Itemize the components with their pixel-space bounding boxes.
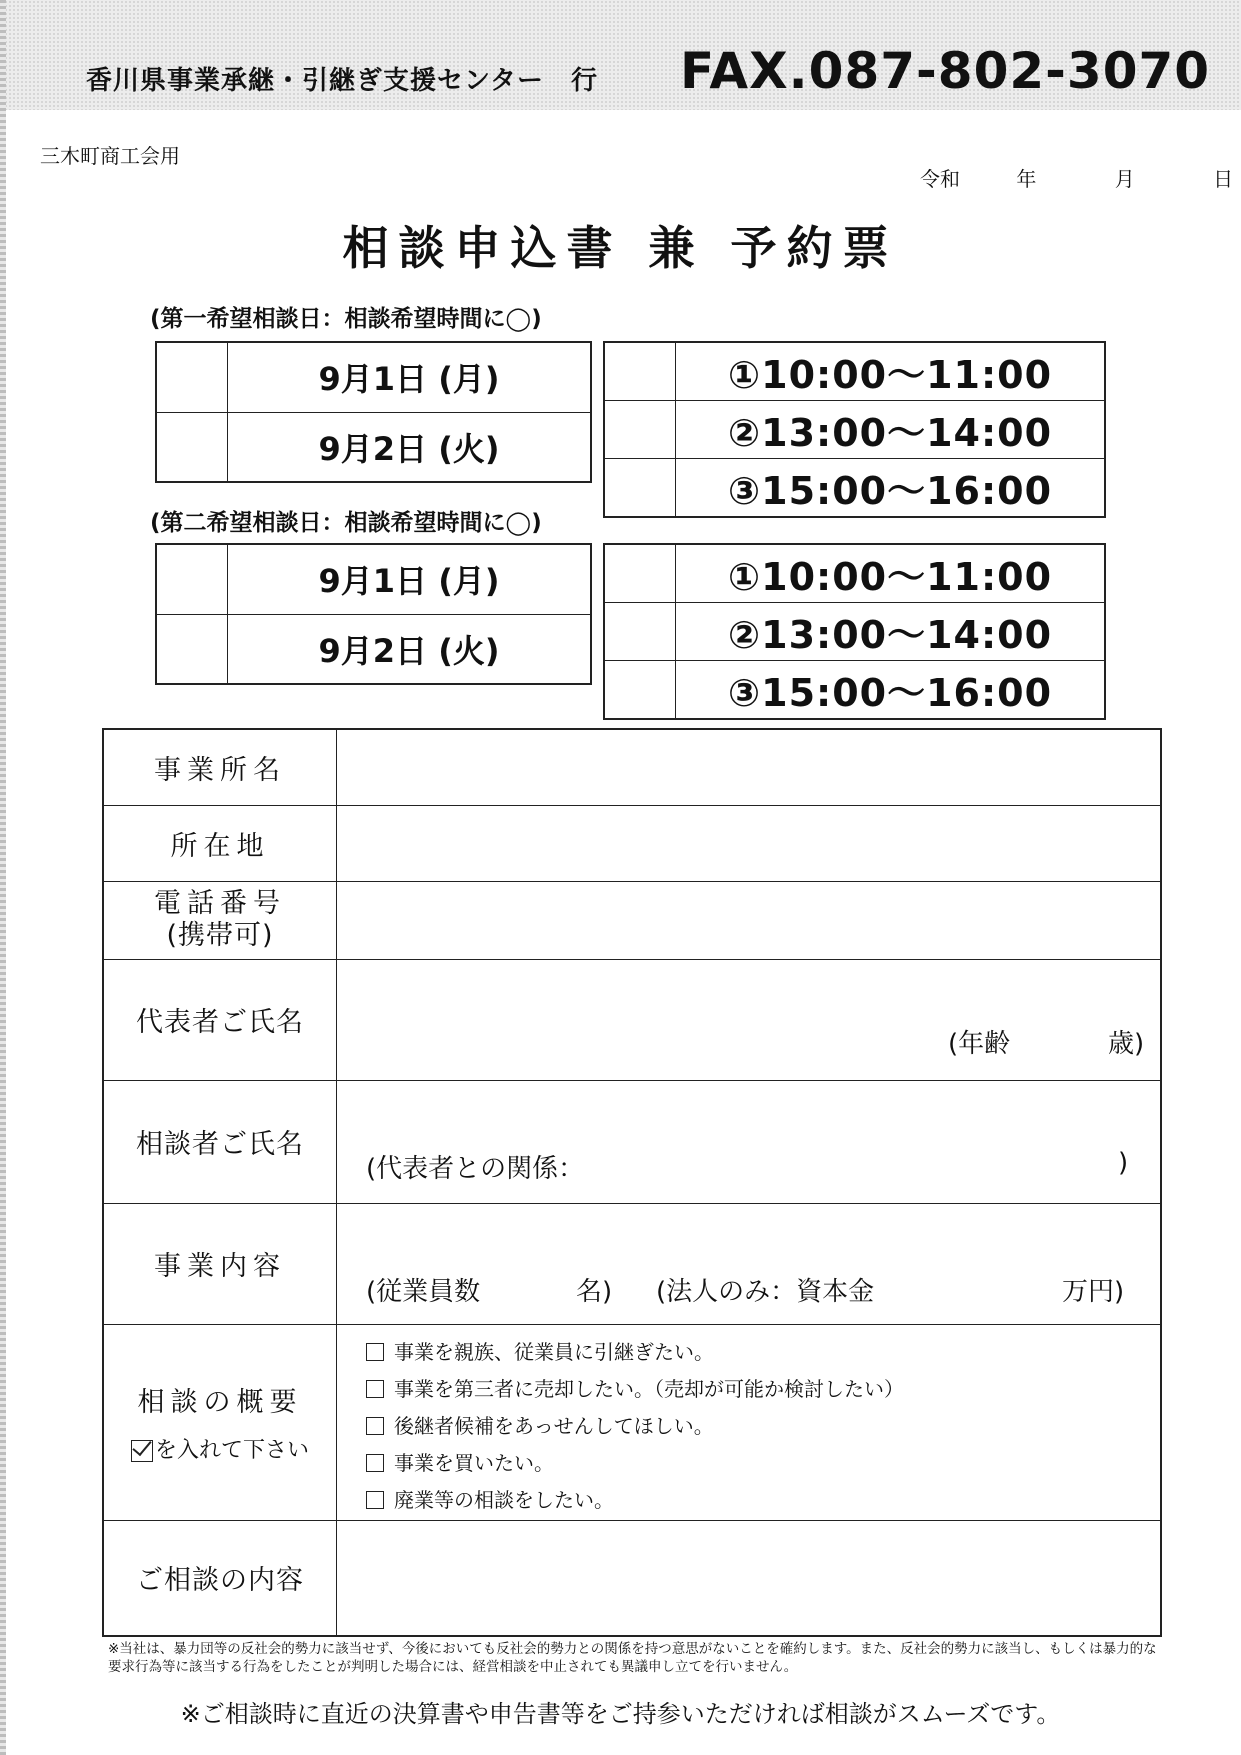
age-close: 歳) <box>1108 1028 1145 1059</box>
summary-option-2[interactable] <box>366 1371 1159 1408</box>
second-time-check-2[interactable] <box>604 603 676 661</box>
second-time-label-3: ③15:00〜16:00 <box>676 661 1106 720</box>
summary-option-text: 後継者候補をあっせんしてほしい。 <box>394 1413 714 1438</box>
summary-option-text: 事業を第三者に売却したい。（売却が可能か検討したい） <box>394 1376 904 1401</box>
fax-number: FAX.087-802-3070 <box>680 42 1211 100</box>
date-day: 日 <box>1213 167 1234 191</box>
summary-options <box>337 1324 1162 1520</box>
checkbox-icon[interactable] <box>366 1380 384 1398</box>
checkbox-icon[interactable] <box>366 1491 384 1509</box>
second-date-check-2[interactable] <box>156 614 228 684</box>
footnote: ※当社は、暴力団等の反社会的勢力に該当せず、今後においても反社会的勢力との関係を持つ意思がないことを確約します。また、反社会的勢力に該当し、もしくは暴力的な要求行為等に該当する行為をしたことが判明した場合には、経営相談を中止されても異議申し立てを行いません。 <box>108 1641 1157 1675</box>
representative-field[interactable] <box>337 959 1162 1080</box>
second-time-check-3[interactable] <box>604 661 676 720</box>
summary-label-text: 相談の概要 <box>137 1387 303 1418</box>
relation-open: (代表者との関係： <box>366 1153 585 1184</box>
business-field[interactable] <box>337 1203 1162 1324</box>
summary-hint-text: を入れて下さい <box>154 1438 309 1463</box>
chamber-label: 三木町商工会用 <box>40 144 180 168</box>
first-date-check-1[interactable] <box>156 342 228 412</box>
summary-option-1[interactable] <box>366 1334 1159 1371</box>
second-time-check-1[interactable] <box>604 544 676 603</box>
first-choice-heading: (第一希望相談日：相談希望時間に◯) <box>150 306 542 332</box>
phone-label-text: 電話番号 <box>154 888 286 919</box>
checkbox-icon[interactable] <box>366 1454 384 1472</box>
phone-field[interactable] <box>337 881 1162 959</box>
second-time-label-1: ①10:00〜11:00 <box>676 544 1106 603</box>
date-era: 令和 <box>920 167 960 191</box>
checkbox-icon[interactable] <box>366 1343 384 1361</box>
first-date-label-1: 9月1日 (月) <box>228 342 592 412</box>
date-month: 月 <box>1114 167 1135 191</box>
second-choice-heading: (第二希望相談日：相談希望時間に◯) <box>150 510 542 536</box>
date-year: 年 <box>1016 167 1037 191</box>
consultant-label: 相談者ご氏名 <box>103 1080 337 1203</box>
summary-option-4[interactable] <box>366 1445 1159 1482</box>
details-label: ご相談の内容 <box>103 1520 337 1636</box>
business-label: 事業内容 <box>103 1203 337 1324</box>
consultant-field[interactable] <box>337 1080 1162 1203</box>
date-line <box>920 163 1233 192</box>
address-field[interactable] <box>337 805 1162 881</box>
capital-close: 万円) <box>1062 1276 1125 1307</box>
second-date-table <box>155 543 592 685</box>
summary-hint <box>105 1433 335 1464</box>
first-time-label-1: ①10:00〜11:00 <box>676 342 1106 401</box>
summary-option-text: 事業を買いたい。 <box>394 1450 554 1475</box>
first-time-table <box>603 341 1106 518</box>
age-open: (年齢 <box>948 1028 1011 1059</box>
summary-option-text: 事業を親族、従業員に引継ぎたい。 <box>394 1339 714 1364</box>
address-label: 所在地 <box>103 805 337 881</box>
employees-open: (従業員数 <box>366 1276 481 1307</box>
details-field[interactable] <box>337 1520 1162 1636</box>
second-date-check-1[interactable] <box>156 544 228 614</box>
first-time-check-3[interactable] <box>604 459 676 518</box>
office-name-label: 事業所名 <box>103 729 337 805</box>
checked-box-icon <box>131 1440 153 1462</box>
bottom-note: ※ご相談時に直近の決算書や申告書等をご持参いただければ相談がスムーズです。 <box>180 1700 1061 1728</box>
first-time-check-1[interactable] <box>604 342 676 401</box>
representative-label: 代表者ご氏名 <box>103 959 337 1080</box>
first-time-label-2: ②13:00〜14:00 <box>676 401 1106 459</box>
first-date-table <box>155 341 592 483</box>
second-date-label-1: 9月1日 (月) <box>228 544 592 614</box>
employees-close: 名) <box>576 1276 613 1307</box>
office-name-field[interactable] <box>337 729 1162 805</box>
summary-option-3[interactable] <box>366 1408 1159 1445</box>
first-time-label-3: ③15:00〜16:00 <box>676 459 1106 518</box>
page-title: 相談申込書 兼 予約票 <box>342 221 899 275</box>
summary-option-text: 廃業等の相談をしたい。 <box>394 1487 614 1512</box>
relation-close: ) <box>1118 1147 1129 1178</box>
summary-label <box>103 1324 337 1520</box>
fax-recipient: 香川県事業承継・引継ぎ支援センター 行 <box>86 66 598 96</box>
application-form <box>102 728 1162 1637</box>
second-time-table <box>603 543 1106 720</box>
first-time-check-2[interactable] <box>604 401 676 459</box>
summary-option-5[interactable] <box>366 1482 1159 1519</box>
first-date-check-2[interactable] <box>156 412 228 482</box>
checkbox-icon[interactable] <box>366 1417 384 1435</box>
first-date-label-2: 9月2日 (火) <box>228 412 592 482</box>
capital-open: (法人のみ：資本金 <box>656 1276 875 1307</box>
phone-label <box>103 881 337 959</box>
second-time-label-2: ②13:00〜14:00 <box>676 603 1106 661</box>
phone-note: (携帯可) <box>166 920 274 951</box>
second-date-label-2: 9月2日 (火) <box>228 614 592 684</box>
